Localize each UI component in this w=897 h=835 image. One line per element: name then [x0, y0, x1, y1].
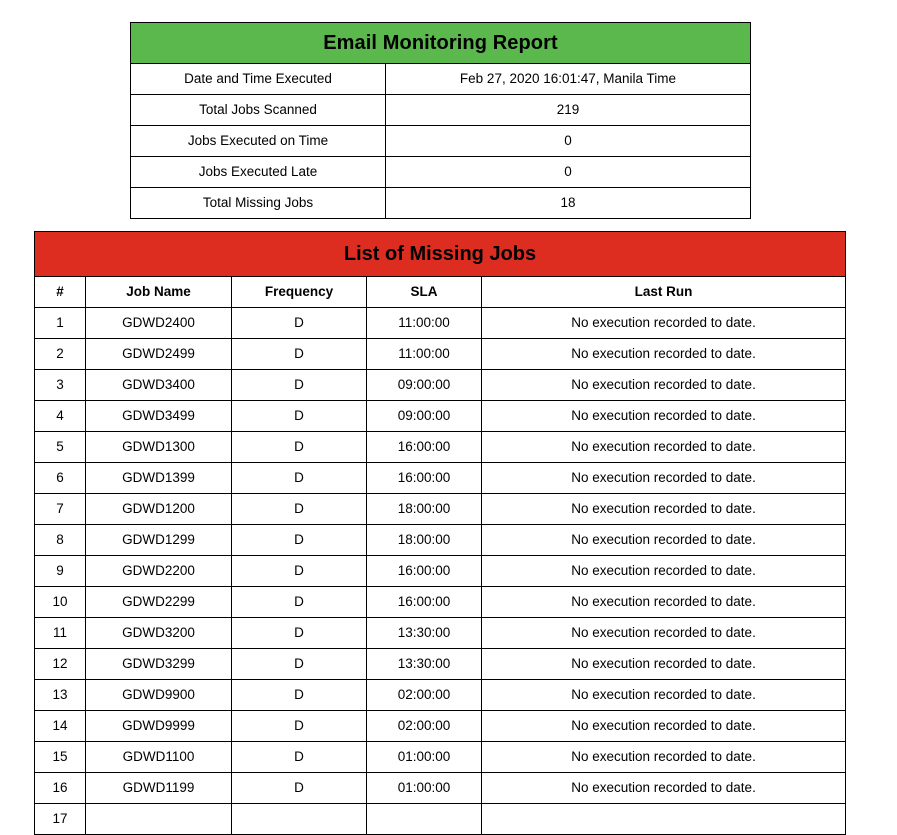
cell-sla: 13:30:00 — [367, 649, 482, 680]
cell-frequency: D — [232, 680, 367, 711]
cell-last-run: No execution recorded to date. — [482, 339, 846, 370]
summary-label-jobs-executed-late: Jobs Executed Late — [131, 157, 386, 188]
cell-job-name: GDWD1200 — [86, 494, 232, 525]
missing-jobs-title-row — [35, 232, 846, 277]
table-row — [35, 587, 846, 618]
summary-row — [131, 64, 751, 95]
cell-frequency: D — [232, 556, 367, 587]
cell-last-run: No execution recorded to date. — [482, 742, 846, 773]
cell-frequency: D — [232, 742, 367, 773]
summary-table — [130, 22, 751, 219]
cell-frequency: D — [232, 401, 367, 432]
cell-sla: 18:00:00 — [367, 525, 482, 556]
cell-frequency: D — [232, 649, 367, 680]
table-row — [35, 525, 846, 556]
cell-row-number: 9 — [35, 556, 86, 587]
missing-jobs-header-row — [35, 277, 846, 308]
table-row — [35, 339, 846, 370]
cell-row-number: 2 — [35, 339, 86, 370]
cell-last-run: No execution recorded to date. — [482, 587, 846, 618]
cell-last-run: No execution recorded to date. — [482, 711, 846, 742]
summary-section — [130, 22, 750, 219]
cell-sla: 01:00:00 — [367, 773, 482, 804]
table-row — [35, 773, 846, 804]
cell-job-name: GDWD2499 — [86, 339, 232, 370]
table-row — [35, 742, 846, 773]
column-header-frequency: Frequency — [232, 277, 367, 308]
cell-frequency: D — [232, 494, 367, 525]
cell-row-number: 3 — [35, 370, 86, 401]
cell-frequency: D — [232, 463, 367, 494]
cell-row-number: 17 — [35, 804, 86, 835]
missing-jobs-section — [34, 231, 845, 835]
cell-job-name: GDWD1300 — [86, 432, 232, 463]
cell-job-name: GDWD9900 — [86, 680, 232, 711]
cell-sla: 16:00:00 — [367, 463, 482, 494]
cell-row-number: 11 — [35, 618, 86, 649]
table-row — [35, 618, 846, 649]
table-row — [35, 494, 846, 525]
cell-row-number: 12 — [35, 649, 86, 680]
cell-frequency: D — [232, 587, 367, 618]
summary-row — [131, 157, 751, 188]
cell-sla: 02:00:00 — [367, 711, 482, 742]
cell-row-number: 4 — [35, 401, 86, 432]
cell-last-run: No execution recorded to date. — [482, 308, 846, 339]
summary-row — [131, 126, 751, 157]
table-row — [35, 308, 846, 339]
cell-last-run: No execution recorded to date. — [482, 401, 846, 432]
cell-sla: 16:00:00 — [367, 432, 482, 463]
table-row — [35, 680, 846, 711]
summary-row — [131, 95, 751, 126]
cell-job-name: GDWD1199 — [86, 773, 232, 804]
cell-job-name: GDWD9999 — [86, 711, 232, 742]
cell-sla: 09:00:00 — [367, 401, 482, 432]
cell-frequency: D — [232, 339, 367, 370]
cell-job-name: GDWD3499 — [86, 401, 232, 432]
cell-row-number: 15 — [35, 742, 86, 773]
column-header-number: # — [35, 277, 86, 308]
cell-job-name: GDWD1399 — [86, 463, 232, 494]
summary-label-date-and-time-executed: Date and Time Executed — [131, 64, 386, 95]
cell-job-name: GDWD2400 — [86, 308, 232, 339]
cell-last-run: No execution recorded to date. — [482, 432, 846, 463]
cell-row-number: 10 — [35, 587, 86, 618]
cell-job-name: GDWD2200 — [86, 556, 232, 587]
table-row — [35, 556, 846, 587]
summary-label-total-jobs-scanned: Total Jobs Scanned — [131, 95, 386, 126]
cell-row-number: 8 — [35, 525, 86, 556]
missing-jobs-table-body — [35, 308, 846, 835]
summary-label-jobs-executed-on-time: Jobs Executed on Time — [131, 126, 386, 157]
table-row — [35, 401, 846, 432]
summary-value-jobs-executed-late: 0 — [386, 157, 751, 188]
cell-row-number: 1 — [35, 308, 86, 339]
missing-jobs-table-head — [35, 232, 846, 308]
cell-sla — [367, 804, 482, 835]
cell-last-run: No execution recorded to date. — [482, 618, 846, 649]
cell-sla: 13:30:00 — [367, 618, 482, 649]
table-row — [35, 649, 846, 680]
cell-sla: 11:00:00 — [367, 308, 482, 339]
cell-last-run: No execution recorded to date. — [482, 773, 846, 804]
cell-job-name: GDWD1299 — [86, 525, 232, 556]
cell-row-number: 14 — [35, 711, 86, 742]
cell-last-run: No execution recorded to date. — [482, 370, 846, 401]
summary-title-row — [131, 23, 751, 64]
cell-last-run: No execution recorded to date. — [482, 649, 846, 680]
summary-value-total-jobs-scanned: 219 — [386, 95, 751, 126]
cell-sla: 11:00:00 — [367, 339, 482, 370]
cell-frequency — [232, 804, 367, 835]
cell-frequency: D — [232, 618, 367, 649]
report-title: Email Monitoring Report — [131, 23, 751, 64]
cell-job-name: GDWD3400 — [86, 370, 232, 401]
cell-job-name: GDWD2299 — [86, 587, 232, 618]
cell-sla: 09:00:00 — [367, 370, 482, 401]
missing-jobs-title: List of Missing Jobs — [35, 232, 846, 277]
cell-last-run: No execution recorded to date. — [482, 556, 846, 587]
cell-sla: 16:00:00 — [367, 587, 482, 618]
summary-row — [131, 188, 751, 219]
column-header-sla: SLA — [367, 277, 482, 308]
cell-job-name: GDWD3200 — [86, 618, 232, 649]
cell-frequency: D — [232, 711, 367, 742]
cell-sla: 01:00:00 — [367, 742, 482, 773]
table-row — [35, 804, 846, 835]
cell-frequency: D — [232, 525, 367, 556]
cell-sla: 18:00:00 — [367, 494, 482, 525]
summary-label-total-missing-jobs: Total Missing Jobs — [131, 188, 386, 219]
cell-row-number: 16 — [35, 773, 86, 804]
table-row — [35, 432, 846, 463]
cell-last-run: No execution recorded to date. — [482, 494, 846, 525]
cell-last-run — [482, 804, 846, 835]
summary-table-body — [131, 23, 751, 219]
summary-value-date-and-time-executed: Feb 27, 2020 16:01:47, Manila Time — [386, 64, 751, 95]
cell-row-number: 5 — [35, 432, 86, 463]
summary-value-total-missing-jobs: 18 — [386, 188, 751, 219]
cell-last-run: No execution recorded to date. — [482, 463, 846, 494]
cell-frequency: D — [232, 432, 367, 463]
table-row — [35, 463, 846, 494]
missing-jobs-table — [34, 231, 846, 835]
summary-value-jobs-executed-on-time: 0 — [386, 126, 751, 157]
cell-frequency: D — [232, 370, 367, 401]
cell-last-run: No execution recorded to date. — [482, 525, 846, 556]
cell-row-number: 13 — [35, 680, 86, 711]
cell-row-number: 7 — [35, 494, 86, 525]
column-header-job-name: Job Name — [86, 277, 232, 308]
cell-frequency: D — [232, 308, 367, 339]
cell-frequency: D — [232, 773, 367, 804]
cell-job-name — [86, 804, 232, 835]
cell-job-name: GDWD3299 — [86, 649, 232, 680]
table-row — [35, 711, 846, 742]
cell-sla: 02:00:00 — [367, 680, 482, 711]
cell-row-number: 6 — [35, 463, 86, 494]
cell-job-name: GDWD1100 — [86, 742, 232, 773]
cell-sla: 16:00:00 — [367, 556, 482, 587]
table-row — [35, 370, 846, 401]
cell-last-run: No execution recorded to date. — [482, 680, 846, 711]
column-header-last-run: Last Run — [482, 277, 846, 308]
